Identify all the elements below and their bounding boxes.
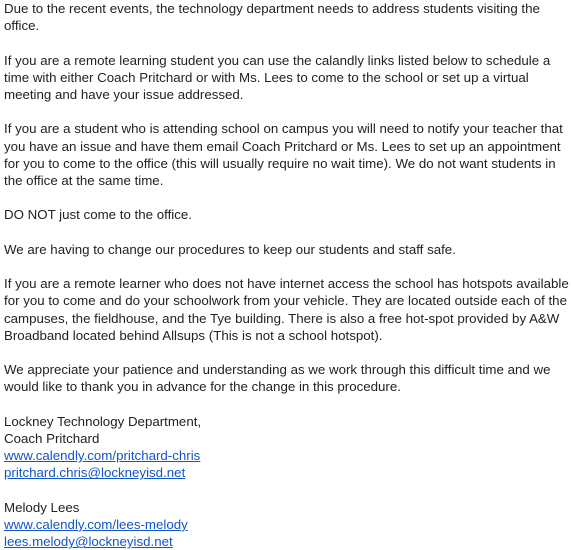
email-body: [4, 0, 569, 550]
paragraph-procedures: We are having to change our procedures to keep our students and staff safe.: [4, 241, 456, 257]
signature-name-lees: Melody Lees: [4, 499, 80, 515]
calendly-link-pritchard[interactable]: www.calendly.com/pritchard-chris: [4, 448, 201, 464]
paragraph-appreciation: We appreciate your patience and understanding as we work through this difficult time and we would like to thank you in advance for the change in this procedure.: [4, 362, 551, 395]
paragraph-warning: DO NOT just come to the office.: [4, 207, 192, 223]
signature-spacer: [4, 482, 569, 499]
calendly-link-lees[interactable]: www.calendly.com/lees-melody: [4, 516, 188, 532]
signature-block: [4, 413, 569, 550]
signature-department: Lockney Technology Department,: [4, 413, 202, 429]
paragraph-hotspots: If you are a remote learner who does not have internet access the school has hotspots available for you to come and do your schoolwork from your vehicle. They are located outside each of the campuses, the fieldhouse, and the Tye building. There is also a free hot-spot provided by A&W Broadband located behind Allsups (This is not a school hotspot).: [4, 276, 569, 343]
email-link-lees[interactable]: lees.melody@lockneyisd.net: [4, 534, 173, 550]
email-link-pritchard[interactable]: pritchard.chris@lockneyisd.net: [4, 465, 186, 481]
signature-name-pritchard: Coach Pritchard: [4, 430, 100, 446]
paragraph-intro: Due to the recent events, the technology department needs to address students visiting the office.: [4, 1, 540, 34]
paragraph-on-campus-students: If you are a student who is attending school on campus you will need to notify your teacher that you have an issue and have them email Coach Pritchard or Ms. Lees to set up an appointment for you to come to the office (this will usually require no wait time). We do not want students in the office at the same time.: [4, 121, 563, 188]
paragraph-remote-students: If you are a remote learning student you can use the calandly links listed below to schedule a time with either Coach Pritchard or with Ms. Lees to come to the school or set up a virtual meeting and have your issue addressed.: [4, 52, 551, 102]
